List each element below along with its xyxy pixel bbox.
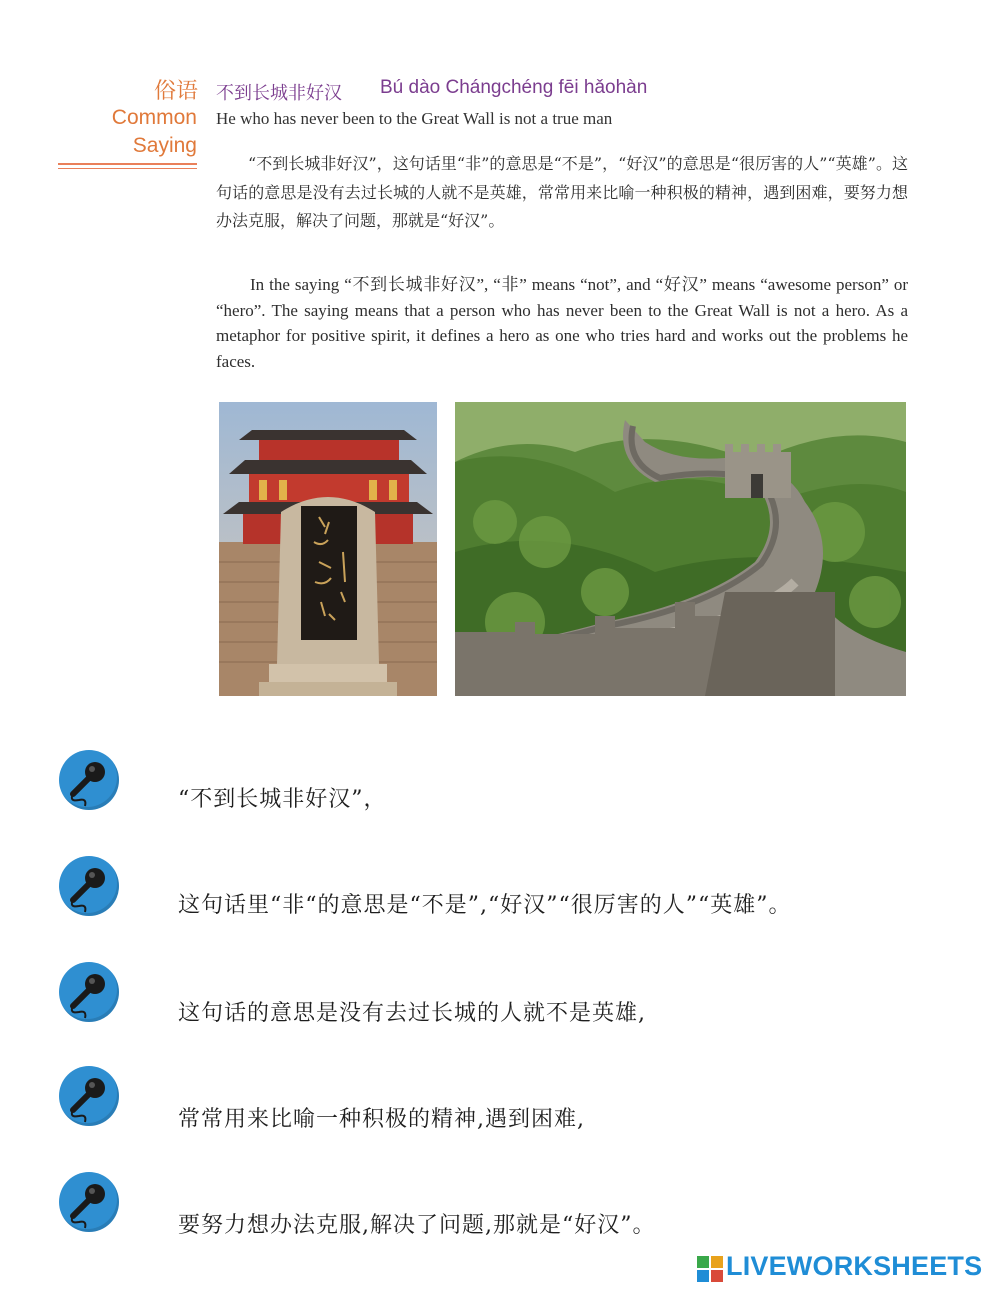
photo-gate-tower [219, 402, 437, 696]
saying-chinese: 不到长城非好汉 [216, 83, 342, 104]
section-label-cn: 俗语 [153, 79, 198, 104]
microphone-button-3[interactable] [59, 962, 119, 1022]
microphone-button-4[interactable] [59, 1066, 119, 1126]
paragraph-chinese: “不到长城非好汉”，这句话里“非”的意思是“不是”，“好汉”的意思是“很厉害的人”“英雄”。这句话的意思是没有去过长城的人就不是英雄，常常用来比喻一种积极的精神，遇到困难，要努力想办法克服，解决了问题，那就是“好汉”。 [216, 154, 908, 230]
microphone-button-1[interactable] [59, 750, 119, 810]
section-rule-thin [58, 168, 197, 169]
saying-pinyin: Bú dào Chángchéng fēi hǎohàn [380, 77, 648, 98]
photo-great-wall [455, 402, 906, 696]
liveworksheets-logo-text[interactable]: LIVEWORKSHEETS [726, 1251, 983, 1281]
microphone-icon [59, 856, 119, 916]
microphone-icon [59, 750, 119, 810]
exercise-line-5: 要努力想办法克服,解决了问题,那就是“好汉”。 [178, 1213, 656, 1238]
exercise-line-3: 这句话的意思是没有去过长城的人就不是英雄, [178, 1001, 646, 1026]
exercise-line-2: 这句话里“非“的意思是“不是”,“好汉”“很厉害的人”“英雄”。 [178, 893, 792, 918]
exercise-line-1: “不到长城非好汉”， [178, 787, 387, 812]
paragraph-english: In the saying “不到长城非好汉”, “非” means “not”, and “好汉” means “awesome person” or “hero”. The saying means that a person who has never been to the Great Wall is not a hero. As a metaphor for positive spirit, it defines a hero as one who tries hard and works out the problems he faces. [216, 275, 908, 371]
saying-english: He who has never been to the Great Wall is not a true man [216, 109, 613, 128]
liveworksheets-logo-icon [697, 1256, 723, 1282]
section-rule [58, 163, 197, 165]
microphone-button-5[interactable] [59, 1172, 119, 1232]
microphone-icon [59, 1066, 119, 1126]
section-label-en-line1: Common [111, 106, 197, 129]
microphone-icon [59, 1172, 119, 1232]
section-label-en-line2: Saying [132, 134, 197, 157]
microphone-icon [59, 962, 119, 1022]
exercise-line-4: 常常用来比喻一种积极的精神,遇到困难, [178, 1107, 585, 1132]
microphone-button-2[interactable] [59, 856, 119, 916]
